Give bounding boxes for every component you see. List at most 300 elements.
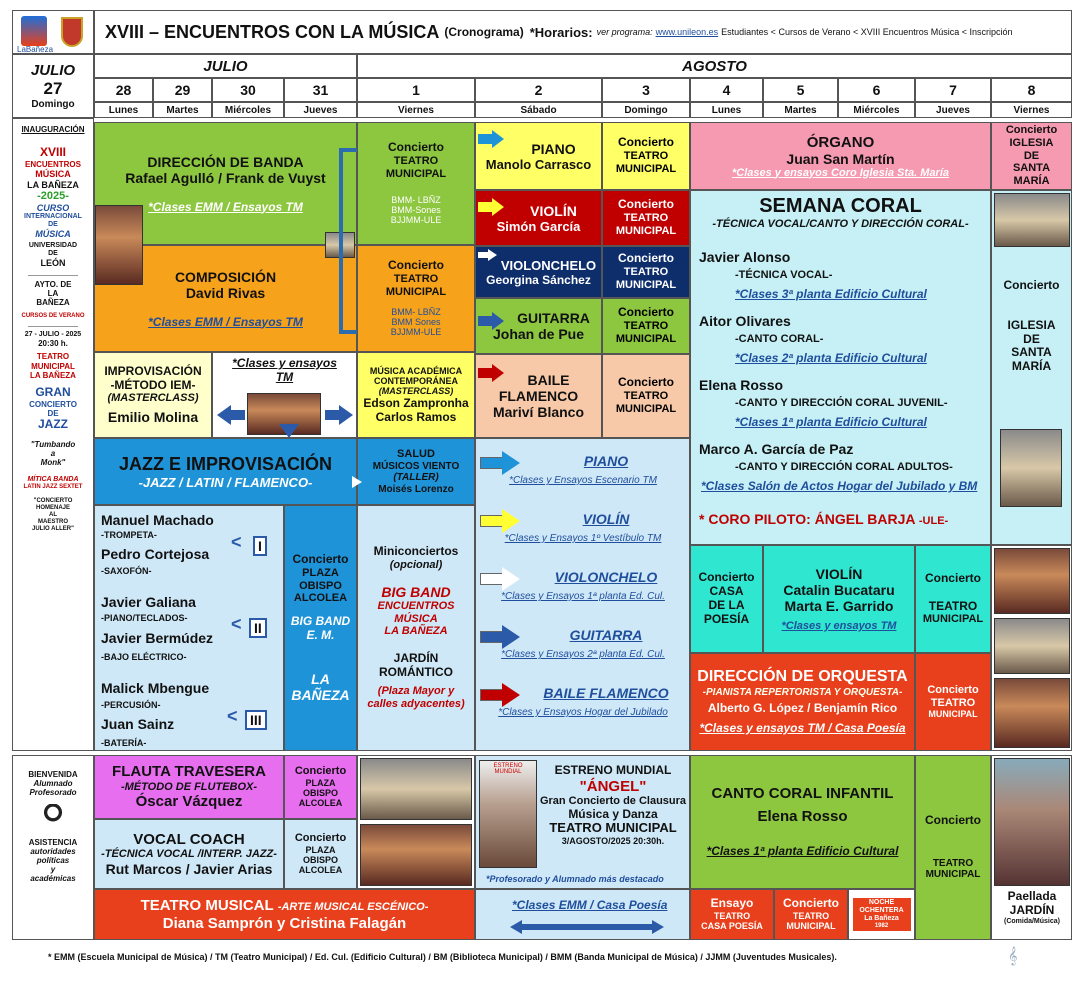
coral-p2: Aitor Olivares bbox=[699, 313, 791, 329]
day-number-8: 8 bbox=[991, 78, 1072, 102]
bracket-arrow-top bbox=[339, 148, 357, 152]
group-3-label: III bbox=[245, 710, 267, 730]
jazz-r6: -BATERÍA- bbox=[101, 738, 147, 748]
paellada-block bbox=[991, 755, 1072, 940]
cello-arrow-head bbox=[488, 249, 497, 261]
homenaje-4: MAESTRO bbox=[38, 519, 68, 526]
de2-label: DE bbox=[48, 250, 58, 258]
orquesta-teachers: Alberto G. López / Benjamín Rico bbox=[707, 701, 898, 716]
curso-label: CURSO bbox=[36, 202, 70, 213]
coral-p1: Javier Alonso bbox=[699, 249, 791, 265]
conc7-c: MUNICIPAL bbox=[922, 613, 984, 626]
comp-classes: *Clases EMM / Ensayos TM bbox=[148, 314, 303, 329]
estreno-h: *Clases EMM / Casa Poesía bbox=[512, 898, 668, 912]
de3-label: DE bbox=[47, 408, 59, 418]
arrow-right-icon bbox=[339, 405, 353, 425]
estreno-c: Gran Concierto de Clausura bbox=[539, 795, 687, 808]
violin2-title: VIOLÍN bbox=[815, 565, 863, 582]
class-arrow-icon-5 bbox=[480, 689, 502, 701]
mini-d: ENCUENTROS bbox=[377, 599, 455, 612]
mini-c: BIG BAND bbox=[381, 583, 451, 600]
coral-p3: Elena Rosso bbox=[699, 377, 784, 393]
theater-photo-1 bbox=[95, 205, 143, 285]
jazz-p6: Juan Sainz bbox=[101, 716, 175, 732]
plaza3-c: OBISPO bbox=[302, 855, 338, 866]
ayto-label: AYTO. DE bbox=[34, 279, 72, 289]
class-location-5: *Clases y Ensayos Hogar del Jubilado bbox=[498, 707, 668, 718]
conc2-b: TEATRO bbox=[393, 273, 439, 286]
musical-teachers: Diana Samprón y Cristina Falagán bbox=[162, 914, 407, 932]
aug3-concierto-1-b: TEATRO bbox=[623, 150, 669, 163]
plaza-concierto-block bbox=[284, 505, 357, 751]
day-number-30: 30 bbox=[212, 78, 284, 102]
universidad-label: UNIVERSIDAD bbox=[28, 242, 78, 250]
photos-column bbox=[991, 545, 1072, 751]
casa-poesia-concierto bbox=[690, 545, 763, 653]
asistencia-label: ASISTENCIA bbox=[28, 837, 78, 847]
violin2-classes: *Clases y ensayos TM bbox=[781, 619, 897, 632]
inauguration-date bbox=[12, 54, 94, 118]
baile-title-2: FLAMENCO bbox=[498, 387, 579, 404]
day-number-5: 5 bbox=[763, 78, 838, 102]
page-title: XVIII – ENCUENTROS CON LA MÚSICA bbox=[105, 21, 440, 42]
mitica-label: MÍTICA BANDA bbox=[27, 475, 79, 483]
homenaje-1: "CONCIERTO bbox=[33, 498, 73, 505]
comp-teacher: David Rivas bbox=[185, 284, 266, 301]
estreno-g: *Profesorado y Alumnado más destacado bbox=[486, 874, 664, 884]
coral-r4: -CANTO Y DIRECCIÓN CORAL ADULTOS- bbox=[735, 461, 953, 473]
plaza3-a: Concierto bbox=[294, 832, 347, 845]
jazz-r3: -PIANO/TECLADOS- bbox=[101, 613, 188, 623]
piano-title: PIANO bbox=[531, 140, 576, 157]
iglesia1-b: IGLESIA bbox=[1009, 137, 1054, 150]
salud-c: (TALLER) bbox=[393, 472, 439, 484]
musica2-label: MÚSICA bbox=[35, 228, 71, 239]
labaneza-label: LA BAÑEZA bbox=[27, 179, 79, 190]
tumbando-2: a bbox=[50, 449, 56, 459]
arrow-left-shaft bbox=[231, 410, 245, 420]
jazz-p3: Javier Galiana bbox=[101, 594, 196, 610]
day-number-7: 7 bbox=[915, 78, 991, 102]
day-number-29: 29 bbox=[153, 78, 212, 102]
aug3-concierto-4-b: TEATRO bbox=[623, 320, 669, 333]
theater-photos bbox=[357, 755, 475, 889]
jazz-p5: Malick Mbengue bbox=[101, 680, 210, 696]
day-name-7: Jueves bbox=[915, 102, 991, 118]
jazz-r2: -SAXOFÓN- bbox=[101, 566, 152, 576]
day-number-1: 1 bbox=[357, 78, 475, 102]
festival-logo bbox=[21, 16, 47, 46]
aug3-concierto-2-a: Concierto bbox=[617, 197, 674, 212]
de-label: DE bbox=[48, 220, 58, 228]
baneza-label: BAÑEZA bbox=[36, 298, 70, 308]
organo-block bbox=[690, 122, 991, 190]
festival-logo-text: LaBañeza bbox=[17, 45, 54, 54]
conc1-c: MUNICIPAL bbox=[385, 167, 447, 180]
conc7c-b: TEATRO bbox=[932, 857, 974, 869]
violin2-p2: Marta E. Garrido bbox=[784, 597, 894, 614]
violin-arrow-head bbox=[492, 198, 504, 216]
jazz-r4: -BAJO ELÉCTRICO- bbox=[101, 652, 187, 662]
day-name-1: Viernes bbox=[357, 102, 475, 118]
iglesia1-c: DE bbox=[1023, 149, 1040, 162]
iglesia-concierto-2 bbox=[991, 190, 1072, 545]
paellada-c: (Comida/Música) bbox=[1003, 917, 1060, 925]
class-arrow-head-2 bbox=[502, 509, 520, 533]
homenaje-3: AL bbox=[49, 512, 57, 519]
plaza-g: LA bbox=[311, 670, 330, 687]
class-title-2: VIOLÍN bbox=[582, 511, 630, 527]
conc7b-b: TEATRO bbox=[930, 696, 976, 709]
estreno-a: ESTRENO MUNDIAL bbox=[554, 763, 672, 777]
class-title-5: BAILE FLAMENCO bbox=[543, 685, 669, 701]
plaza-a: Concierto bbox=[292, 552, 349, 567]
aug3-concierto-5-a: Concierto bbox=[617, 375, 674, 390]
class-location-3: *Clases y Ensayos 1ª planta Ed. Cul. bbox=[501, 591, 665, 602]
tumbando-3: Monk" bbox=[40, 458, 66, 468]
musical-title: TEATRO MUSICAL bbox=[140, 897, 274, 915]
logo-area bbox=[12, 10, 94, 54]
conc7b-a: Concierto bbox=[927, 684, 979, 697]
group-bracket-3-icon: < bbox=[227, 706, 238, 726]
teatro-concierto-7c bbox=[915, 755, 991, 940]
flauta-subtitle: -MÉTODO DE FLUTEBOX- bbox=[120, 780, 258, 793]
conc2-f: BJJMM-ULE bbox=[390, 327, 442, 338]
conc7b-c: MUNICIPAL bbox=[928, 709, 978, 720]
day-name-4: Lunes bbox=[690, 102, 763, 118]
class-title-4: GUITARRA bbox=[569, 627, 643, 643]
angel-poster bbox=[479, 760, 537, 868]
mini-j: calles adyacentes) bbox=[367, 698, 465, 711]
coro-piloto-ule: -ULE- bbox=[918, 515, 949, 527]
bienvenida-label: BIENVENIDA bbox=[28, 770, 78, 779]
direccion-orquesta-block bbox=[690, 653, 915, 751]
class-arrow-icon-1 bbox=[480, 457, 502, 469]
month-agosto: AGOSTO bbox=[357, 54, 1072, 78]
jazz-block bbox=[94, 438, 357, 505]
paellada-a: Paellada bbox=[1007, 889, 1057, 903]
aug3-concierto-4 bbox=[602, 298, 690, 354]
plaza2-b: PLAZA bbox=[305, 777, 336, 788]
conc1-d: BMM- LBÑZ bbox=[391, 194, 441, 205]
clasestm-a: *Clases y ensayos bbox=[232, 356, 337, 370]
alumnado-label: Alumnado bbox=[33, 779, 73, 789]
academicas-label: académicas bbox=[30, 874, 76, 884]
plaza-f: E. M. bbox=[306, 627, 335, 642]
organo-teacher: Juan San Martín bbox=[786, 150, 895, 167]
salud-a: SALUD bbox=[397, 447, 435, 460]
caricature-icon bbox=[43, 804, 63, 832]
politicas-label: políticas bbox=[36, 855, 70, 865]
aug3-concierto-2-c: MUNICIPAL bbox=[615, 224, 677, 237]
hall-photo bbox=[994, 548, 1070, 614]
paellada-b: JARDÍN bbox=[1009, 902, 1055, 917]
group-1-label: I bbox=[253, 536, 267, 556]
bracket-arrow-icon bbox=[339, 150, 343, 332]
violin-title: VIOLÍN bbox=[530, 202, 577, 219]
poster-caption: ESTRENO MUNDIAL bbox=[493, 763, 523, 775]
theater-photo-3 bbox=[994, 678, 1070, 748]
plaza-e: BIG BAND bbox=[290, 613, 351, 628]
coral-p4: Marco A. García de Paz bbox=[699, 441, 854, 457]
baile-teacher: Mariví Blanco bbox=[492, 404, 585, 421]
theater-exterior-photo bbox=[360, 758, 472, 820]
class-arrow-icon-3 bbox=[480, 573, 502, 585]
day-name-31: Jueves bbox=[284, 102, 357, 118]
conc2-d: BMM- LBÑZ bbox=[391, 306, 441, 317]
plaza-concierto-3 bbox=[284, 819, 357, 889]
impro-a: IMPROVISACIÓN bbox=[104, 363, 202, 378]
orquesta-classes: *Clases y ensayos TM / Casa Poesía bbox=[699, 720, 906, 735]
day-name-30: Miércoles bbox=[212, 102, 284, 118]
teatro-concierto-5 bbox=[774, 889, 848, 940]
mini-a: Miniconciertos bbox=[373, 544, 459, 559]
vocal-s1: -TÉCNICA VOCAL bbox=[101, 848, 195, 861]
aug3-concierto-1-c: MUNICIPAL bbox=[615, 162, 677, 175]
class-arrow-head-1 bbox=[502, 451, 520, 475]
guitarra-title: GUITARRA bbox=[517, 310, 590, 326]
class-title-1: PIANO bbox=[583, 453, 629, 469]
aug3-concierto-5 bbox=[602, 354, 690, 438]
clasestm-b: TM bbox=[275, 369, 294, 384]
aug3-concierto-1 bbox=[602, 122, 690, 190]
class-title-3: VIOLONCHELO bbox=[554, 569, 658, 585]
jazz-title: JAZZ E IMPROVISACIÓN bbox=[118, 453, 333, 474]
jazz-label: JAZZ bbox=[38, 417, 68, 432]
theater-interior-photo bbox=[360, 824, 472, 886]
left-column bbox=[12, 118, 94, 751]
aug3-concierto-3-b: TEATRO bbox=[623, 266, 669, 279]
impro-b: -MÉTODO IEM- bbox=[110, 377, 196, 392]
y-label: y bbox=[50, 865, 56, 875]
aug3-concierto-3-a: Concierto bbox=[617, 251, 674, 266]
noche-d: 1982 bbox=[874, 923, 889, 930]
estreno-f: 3/AGOSTO/2025 20:30h. bbox=[561, 836, 665, 847]
left-day: 27 bbox=[43, 79, 63, 98]
class-location-1: *Clases y Ensayos Escenario TM bbox=[509, 475, 657, 486]
coral-r2: -CANTO CORAL- bbox=[735, 333, 824, 345]
salud-b: MÚSICOS VIENTO bbox=[372, 460, 460, 472]
academica-c: (MASTERCLASS) bbox=[378, 386, 454, 397]
coral-r1: -TÉCNICA VOCAL- bbox=[735, 269, 833, 281]
guitarra-teacher: Johan de Pue bbox=[492, 326, 585, 342]
concierto-banda-1 bbox=[357, 122, 475, 245]
jazz-r1: -TROMPETA- bbox=[101, 530, 157, 540]
plaza2-d: ALCOLEA bbox=[298, 798, 343, 809]
flauta-title: FLAUTA TRAVESERA bbox=[112, 763, 266, 781]
estreno-e: TEATRO MUNICIPAL bbox=[549, 820, 677, 836]
day-name-28: Lunes bbox=[94, 102, 153, 118]
iglesia2-b: IGLESIA bbox=[1007, 317, 1056, 332]
piano-teacher: Manolo Carrasco bbox=[485, 156, 592, 172]
improvisacion-block bbox=[94, 352, 212, 438]
coro-piloto bbox=[699, 511, 948, 527]
class-location-4: *Clases y Ensayos 2ª planta Ed. Cul. bbox=[501, 649, 665, 660]
infantil-teacher: Elena Rosso bbox=[757, 808, 848, 826]
left-month: JULIO bbox=[30, 62, 76, 79]
day-name-29: Martes bbox=[153, 102, 212, 118]
inauguration-hora: 20:30 h. bbox=[38, 339, 68, 349]
coral-c4: *Clases Salón de Actos Hogar del Jubilado y BM bbox=[701, 479, 978, 493]
conc5-c: MUNICIPAL bbox=[786, 921, 836, 932]
guitarra-arrow-icon bbox=[478, 316, 492, 326]
teatro-musical-block bbox=[94, 889, 475, 940]
coat-of-arms-icon bbox=[61, 17, 83, 47]
musica-academica-block bbox=[357, 352, 475, 438]
conc7-b: TEATRO bbox=[928, 598, 978, 613]
inauguration-fecha: 27 - JULIO - 2025 bbox=[24, 331, 82, 339]
salud-block bbox=[357, 438, 475, 505]
iglesia-concierto-1 bbox=[991, 122, 1072, 190]
inauguration-label: INAUGURACIÓN bbox=[21, 125, 85, 134]
day-name-8: Viernes bbox=[991, 102, 1072, 118]
plaza-concierto-2 bbox=[284, 755, 357, 819]
conc5-a: Concierto bbox=[782, 896, 839, 911]
musical-subtitle: -ARTE MUSICAL ESCÉNICO- bbox=[277, 901, 429, 914]
day-name-6: Miércoles bbox=[838, 102, 915, 118]
aug3-concierto-5-b: TEATRO bbox=[623, 390, 669, 403]
ensayo-c: CASA POESÍA bbox=[701, 921, 763, 932]
conc1-b: TEATRO bbox=[393, 155, 439, 168]
casa-b: CASA bbox=[709, 584, 744, 599]
horarios-label: *Horarios: bbox=[529, 24, 593, 40]
page-subtitle: (Cronograma) bbox=[444, 25, 524, 39]
iglesia1-e: MARÍA bbox=[1013, 174, 1050, 187]
program-path: Estudiantes < Cursos de Verano < XVIII Encuentros Música < Inscripción bbox=[721, 27, 1013, 37]
concierto-label: CONCIERTO bbox=[29, 399, 77, 409]
ensayo-block bbox=[690, 889, 774, 940]
vocal-s2: INTERP. JAZZ- bbox=[200, 848, 277, 861]
coral-r3: -CANTO Y DIRECCIÓN CORAL JUVENIL- bbox=[735, 397, 948, 409]
jazz-subtitle: -JAZZ / LATIN / FLAMENCO- bbox=[138, 474, 313, 490]
profesorado-label: Profesorado bbox=[29, 788, 77, 798]
comp-title: COMPOSICIÓN bbox=[174, 268, 277, 285]
iglesia2-e: MARÍA bbox=[1011, 359, 1052, 374]
group-2-label: II bbox=[249, 618, 267, 638]
cello-teacher: Georgina Sánchez bbox=[486, 272, 591, 287]
building-photo-2 bbox=[994, 758, 1070, 886]
conc7c-a: Concierto bbox=[924, 813, 981, 828]
jazz-p2: Pedro Cortejosa bbox=[101, 546, 210, 562]
academica-e: Carlos Ramos bbox=[375, 409, 457, 424]
banda-title: DIRECCIÓN DE BANDA bbox=[147, 153, 304, 170]
organo-title: ÓRGANO bbox=[806, 133, 875, 151]
violin-2-block bbox=[763, 545, 915, 653]
baile-arrow-icon bbox=[478, 368, 492, 378]
concierto-banda-2 bbox=[357, 245, 475, 352]
impro-d: Emilio Molina bbox=[107, 409, 199, 426]
miniconciertos-block bbox=[357, 505, 475, 751]
double-arrow-icon bbox=[520, 924, 652, 930]
ensayo-b: TEATRO bbox=[713, 911, 751, 922]
homenaje-5: JULIO ALLER" bbox=[32, 526, 74, 532]
flauta-block bbox=[94, 755, 284, 819]
aug3-concierto-1-a: Concierto bbox=[617, 135, 674, 150]
arrow-right-shaft bbox=[325, 410, 339, 420]
labaneza2-label: LA BAÑEZA bbox=[30, 370, 76, 380]
iglesia2-a: Concierto bbox=[1003, 278, 1060, 292]
noche-badge bbox=[853, 898, 911, 931]
left-dow: Domingo bbox=[31, 99, 75, 110]
program-link[interactable]: www.unileon.es bbox=[655, 27, 719, 37]
casa-a: Concierto bbox=[698, 570, 755, 585]
vocal-subtitle: -TÉCNICA VOCAL /INTERP. JAZZ- bbox=[101, 848, 277, 861]
cursos-verano-label: CURSOS DE VERANO bbox=[21, 313, 85, 320]
conc1-e: BMM-Sones bbox=[391, 204, 441, 215]
la-label: LA bbox=[47, 288, 59, 298]
day-number-3: 3 bbox=[602, 78, 690, 102]
iglesia2-d: SANTA bbox=[1011, 345, 1052, 360]
impro-c: (MASTERCLASS) bbox=[107, 392, 199, 405]
plaza-h: BAÑEZA bbox=[291, 686, 350, 703]
conc7-a: Concierto bbox=[924, 570, 981, 585]
plaza-d: ALCOLEA bbox=[293, 592, 348, 605]
conc1-f: BJJMM-ULE bbox=[390, 215, 442, 226]
arrow-left-icon bbox=[217, 405, 231, 425]
aug3-concierto-4-c: MUNICIPAL bbox=[615, 332, 677, 345]
month-julio: JULIO bbox=[94, 54, 357, 78]
estreno-classes bbox=[475, 889, 690, 940]
left-column-bottom bbox=[12, 755, 94, 940]
noche-c: La Bañeza bbox=[864, 915, 899, 923]
mini-e: MÚSICA bbox=[394, 612, 438, 625]
arrow-down-icon bbox=[279, 424, 299, 438]
baile-title: BAILE bbox=[527, 371, 570, 388]
gran-label: GRAN bbox=[35, 384, 71, 399]
banda-teachers: Rafael Agulló / Frank de Vuyst bbox=[125, 169, 326, 186]
plaza3-d: ALCOLEA bbox=[298, 865, 343, 876]
vocal-coach-block bbox=[94, 819, 284, 889]
conc5-b: TEATRO bbox=[792, 911, 830, 922]
aug3-concierto-4-a: Concierto bbox=[617, 305, 674, 320]
instrument-classes-block bbox=[475, 438, 690, 751]
noche-ochentera-block bbox=[848, 889, 915, 940]
xviii-label: XVIII bbox=[39, 145, 66, 160]
plaza-b: PLAZA bbox=[302, 567, 339, 580]
noche-b: OCHENTERA bbox=[859, 907, 904, 915]
teatro-concierto-7b bbox=[915, 653, 991, 751]
cello-title: VIOLONCHELO bbox=[500, 257, 597, 273]
leon-label: LEÓN bbox=[40, 258, 66, 269]
conc1-a: Concierto bbox=[387, 140, 444, 155]
infantil-title: CANTO CORAL INFANTIL bbox=[711, 784, 894, 802]
estreno-b: "ÁNGEL" bbox=[579, 777, 647, 795]
organ-photo bbox=[994, 193, 1070, 247]
day-number-4: 4 bbox=[690, 78, 763, 102]
class-arrow-head-5 bbox=[502, 683, 520, 707]
teatro-concierto-7 bbox=[915, 545, 991, 653]
day-number-6: 6 bbox=[838, 78, 915, 102]
orquesta-subtitle: -PIANISTA REPERTORISTA Y ORQUESTA- bbox=[702, 686, 903, 698]
year-label: -2025- bbox=[37, 189, 69, 202]
white-arrow-icon bbox=[352, 476, 362, 488]
academica-a: MÚSICA ACADÉMICA bbox=[369, 365, 463, 376]
musical-title-line bbox=[141, 897, 429, 914]
plaza3-b: PLAZA bbox=[305, 844, 336, 855]
conc7c-c: MUNICIPAL bbox=[925, 869, 981, 881]
teatro-label: TEATRO bbox=[36, 352, 70, 362]
coro-piloto-text: * CORO PILOTO: ÁNGEL BARJA bbox=[699, 511, 915, 527]
estreno-block bbox=[475, 755, 690, 889]
footer-note: * EMM (Escuela Municipal de Música) / TM (Teatro Municipal) / Ed. Cul. (Edificio Cultural) / BM (Biblioteca Municipal) / BMM (Banda Municipal de Música) / JJMM (Juventudes Musicales). bbox=[48, 952, 837, 962]
violin2-p1: Catalin Bucataru bbox=[783, 581, 895, 598]
jazz-performers bbox=[94, 505, 284, 751]
mini-h: ROMÁNTICO bbox=[379, 664, 453, 679]
flauta-teacher: Óscar Vázquez bbox=[135, 793, 243, 811]
day-name-5: Martes bbox=[763, 102, 838, 118]
class-location-2: *Clases y Ensayos 1º Vestíbulo TM bbox=[504, 533, 662, 544]
autoridades-label: autoridades bbox=[30, 846, 76, 856]
